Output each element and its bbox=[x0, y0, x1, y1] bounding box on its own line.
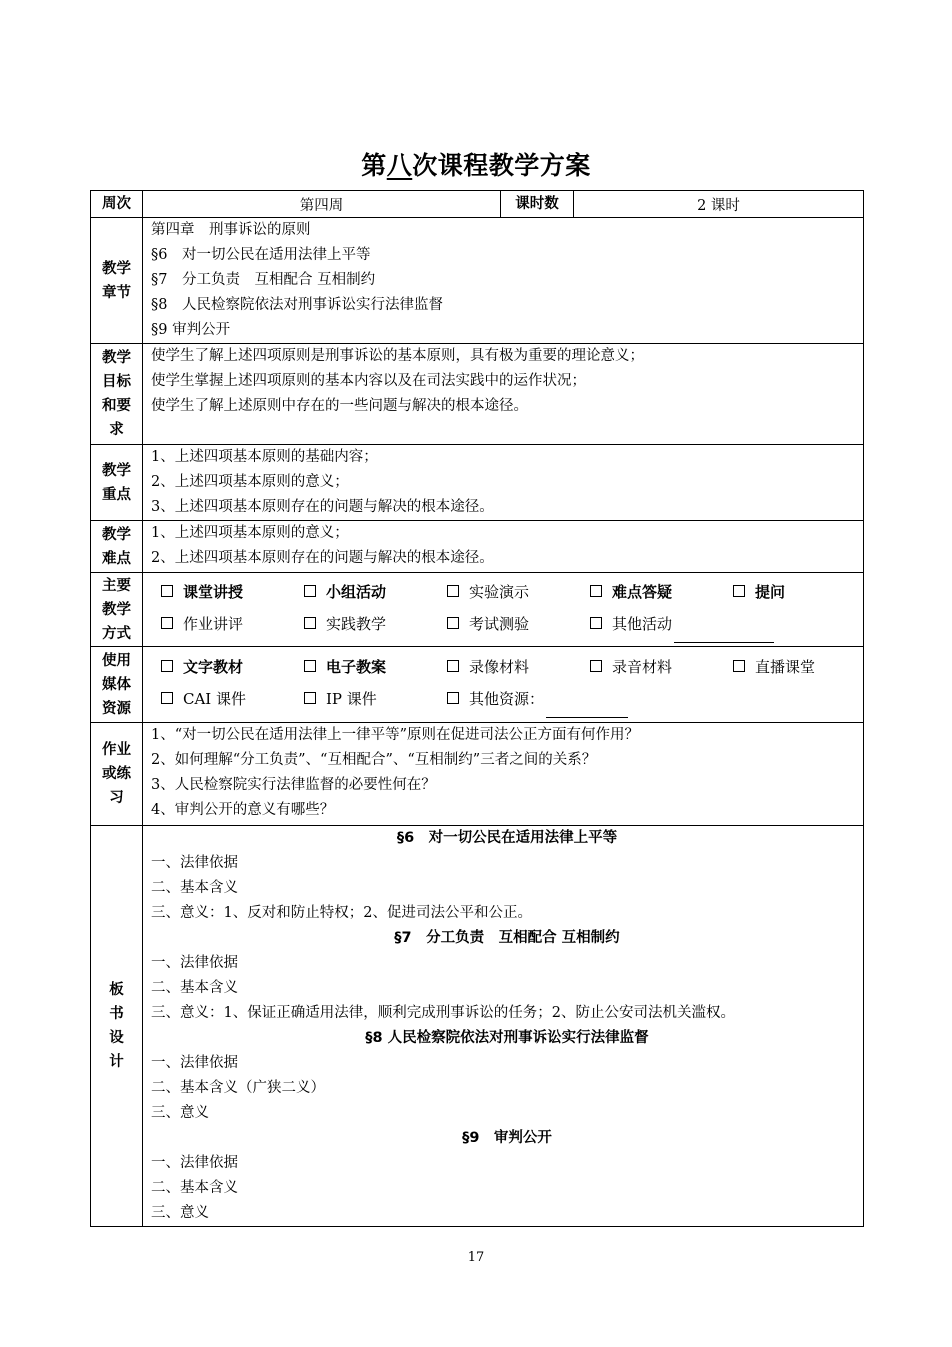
media-option-live[interactable]: 直播课堂 bbox=[733, 651, 876, 683]
checkbox-icon bbox=[161, 660, 173, 672]
checkbox-icon bbox=[304, 660, 316, 672]
key-points-content: 1、上述四项基本原则的基础内容； 2、上述四项基本原则的意义； 3、上述四项基本原则存在的问题与解决的根本途径。 bbox=[143, 445, 864, 521]
checkbox-icon bbox=[161, 585, 173, 597]
method-option-practice[interactable]: 实践教学 bbox=[304, 608, 447, 643]
page-title: 第八次课程教学方案 bbox=[361, 151, 591, 180]
key-points-label: 教学 重点 bbox=[91, 445, 143, 521]
difficulties-label: 教学 难点 bbox=[91, 521, 143, 573]
media-option-e-lesson[interactable]: 电子教案 bbox=[304, 651, 447, 683]
methods-options bbox=[143, 573, 864, 647]
checkbox-icon bbox=[161, 617, 173, 629]
week-value: 第四周 bbox=[143, 191, 501, 218]
lesson-plan-table bbox=[90, 190, 864, 1227]
chapter-label: 教学 章节 bbox=[91, 218, 143, 344]
checkbox-icon bbox=[590, 617, 602, 629]
media-row bbox=[91, 647, 864, 723]
method-option-exam[interactable]: 考试测验 bbox=[447, 608, 590, 643]
week-label: 周次 bbox=[91, 191, 143, 218]
objectives-row bbox=[91, 344, 864, 445]
methods-label: 主要 教学 方式 bbox=[91, 573, 143, 647]
checkbox-icon bbox=[161, 692, 173, 704]
checkbox-icon bbox=[447, 617, 459, 629]
method-option-group[interactable]: 小组活动 bbox=[304, 576, 447, 608]
board-section-heading: §9 审判公开 bbox=[462, 1130, 552, 1146]
checkbox-icon bbox=[304, 692, 316, 704]
other-resource-blank[interactable] bbox=[546, 685, 628, 718]
board-row bbox=[91, 826, 864, 1227]
media-option-other[interactable]: 其他资源： bbox=[447, 683, 590, 718]
media-option-cai[interactable]: CAI 课件 bbox=[161, 683, 304, 718]
media-option-audio[interactable]: 录音材料 bbox=[590, 651, 733, 683]
method-option-questions[interactable]: 提问 bbox=[733, 576, 876, 608]
other-activity-blank[interactable] bbox=[674, 610, 774, 643]
checkbox-icon bbox=[447, 692, 459, 704]
methods-row bbox=[91, 573, 864, 647]
homework-label: 作业 或练 习 bbox=[91, 723, 143, 826]
chapter-row bbox=[91, 218, 864, 344]
media-options bbox=[143, 647, 864, 723]
media-label: 使用 媒体 资源 bbox=[91, 647, 143, 723]
checkbox-icon bbox=[590, 585, 602, 597]
difficulties-content: 1、上述四项基本原则的意义； 2、上述四项基本原则存在的问题与解决的根本途径。 bbox=[143, 521, 864, 573]
method-option-lecture[interactable]: 课堂讲授 bbox=[161, 576, 304, 608]
key-points-row bbox=[91, 445, 864, 521]
checkbox-icon bbox=[447, 660, 459, 672]
board-section-heading: §8 人民检察院依法对刑事诉讼实行法律监督 bbox=[365, 1030, 649, 1046]
method-option-experiment[interactable]: 实验演示 bbox=[447, 576, 590, 608]
page-number: 17 bbox=[467, 1250, 485, 1265]
media-option-ip[interactable]: IP 课件 bbox=[304, 683, 447, 718]
checkbox-icon bbox=[447, 585, 459, 597]
difficulties-row bbox=[91, 521, 864, 573]
checkbox-icon bbox=[733, 660, 745, 672]
checkbox-icon bbox=[733, 585, 745, 597]
objectives-content: 使学生了解上述四项原则是刑事诉讼的基本原则，具有极为重要的理论意义； 使学生掌握上述四项原则的基本内容以及在司法实践中的运作状况； 使学生了解上述原则中存在的一些问题与解决的根本途径。 bbox=[143, 344, 864, 445]
board-section-heading: §6 对一切公民在适用法律上平等 bbox=[396, 830, 618, 846]
media-option-textbook[interactable]: 文字教材 bbox=[161, 651, 304, 683]
objectives-label: 教学 目标 和要 求 bbox=[91, 344, 143, 445]
hours-label: 课时数 bbox=[501, 191, 574, 218]
chapter-content: 第四章 刑事诉讼的原则 §6 对一切公民在适用法律上平等 §7 分工负责 互相配合 互相制约 §8 人民检察院依法对刑事诉讼实行法律监督 §9 审判公开 bbox=[143, 218, 864, 344]
board-label: 板 书 设 计 bbox=[91, 826, 143, 1227]
checkbox-icon bbox=[304, 617, 316, 629]
homework-row bbox=[91, 723, 864, 826]
hours-value: 2 课时 bbox=[574, 191, 864, 218]
checkbox-icon bbox=[590, 660, 602, 672]
method-option-other[interactable]: 其他活动 bbox=[590, 608, 733, 643]
header-row bbox=[91, 191, 864, 218]
homework-content: 1、“对一切公民在适用法律上一律平等”原则在促进司法公正方面有何作用？ 2、如何理解“分工负责”、“互相配合”、“互相制约”三者之间的关系？ 3、人民检察院实行法律监督的必要性何在？ 4、审判公开的意义有哪些？ bbox=[143, 723, 864, 826]
board-section-heading: §7 分工负责 互相配合 互相制约 bbox=[394, 930, 620, 946]
board-content: §6 对一切公民在适用法律上平等 一、法律依据 二、基本含义 三、意义：1、反对和防止特权；2、促进司法公平和公正。 §7 分工负责 互相配合 互相制约 一、法律依据 二、基本含义 三、意义：1、保证正确适用法律，顺利完成刑事诉讼的任务；2、防止公安司法机关滥权。 §8 人民检察院依法对刑事诉讼实行法律监督 一、法律依据 二、基本含义（广狭二义） 三、意义 §9 审判公开 一、法律依据 二、基本含义 三、意义 bbox=[143, 826, 864, 1227]
checkbox-icon bbox=[304, 585, 316, 597]
media-option-video[interactable]: 录像材料 bbox=[447, 651, 590, 683]
method-option-homework-review[interactable]: 作业讲评 bbox=[161, 608, 304, 643]
method-option-qa[interactable]: 难点答疑 bbox=[590, 576, 733, 608]
